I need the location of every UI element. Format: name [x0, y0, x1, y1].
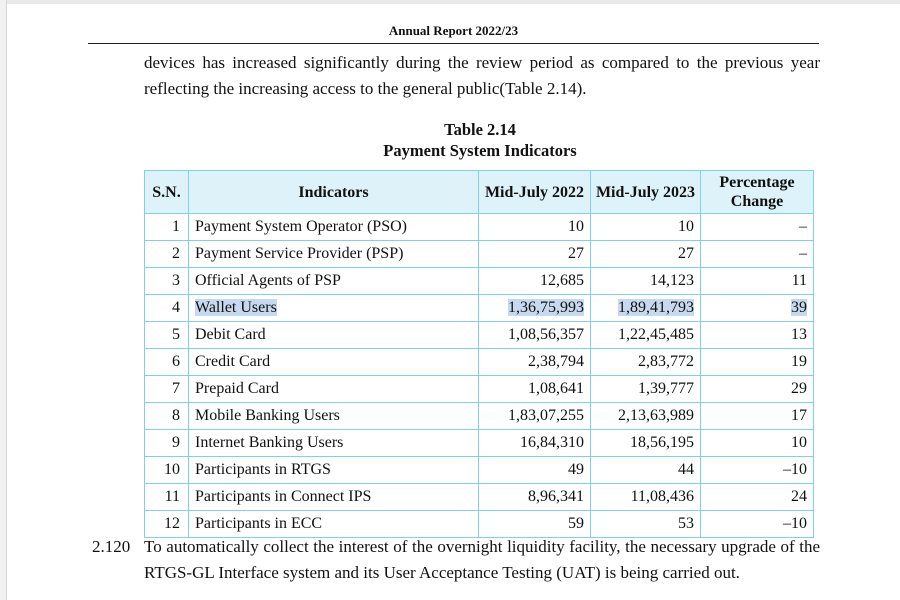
cell-percentage-change: 17 [701, 403, 814, 430]
cell-indicator: Internet Banking Users [189, 430, 479, 457]
table-header-row [145, 171, 814, 214]
col-header-percentage-change: Percentage Change [701, 171, 814, 214]
cell-indicator: Mobile Banking Users [189, 403, 479, 430]
cell-percentage-change: 19 [701, 349, 814, 376]
cell-indicator: Payment System Operator (PSO) [189, 214, 479, 241]
section-paragraph: To automatically collect the interest of the overnight liquidity facility, the necessary upgrade of the RTGS-GL Interface system and its User Acceptance Testing (UAT) is being carried out. [144, 537, 820, 582]
cell-sn: 8 [145, 403, 189, 430]
cell-mid-july-2023: 1,22,45,485 [591, 322, 701, 349]
cell-mid-july-2023: 2,13,63,989 [591, 403, 701, 430]
intro-paragraph: devices has increased significantly during the review period as compared to the previous year reflecting the increasing access to the general public(Table 2.14). [144, 53, 820, 98]
cell-indicator: Official Agents of PSP [189, 268, 479, 295]
cell-indicator: Prepaid Card [189, 376, 479, 403]
cell-percentage-change: 29 [701, 376, 814, 403]
viewer-top-strip [0, 0, 900, 4]
cell-sn: 9 [145, 430, 189, 457]
table-row [145, 376, 814, 403]
cell-mid-july-2023: 11,08,436 [591, 484, 701, 511]
cell-mid-july-2022: 12,685 [479, 268, 591, 295]
cell-mid-july-2022: 27 [479, 241, 591, 268]
payment-system-indicators-table [144, 170, 814, 538]
table-row-highlighted [145, 295, 814, 322]
cell-percentage-change: – [701, 214, 814, 241]
report-header: Annual Report 2022/23 [88, 21, 819, 44]
cell-mid-july-2022 [479, 295, 591, 322]
cell-indicator [189, 295, 479, 322]
table-row [145, 214, 814, 241]
table-row [145, 430, 814, 457]
cell-mid-july-2023: 53 [591, 511, 701, 538]
cell-mid-july-2022: 1,08,641 [479, 376, 591, 403]
table-row [145, 403, 814, 430]
cell-mid-july-2023: 1,39,777 [591, 376, 701, 403]
table-row [145, 322, 814, 349]
cell-indicator: Payment Service Provider (PSP) [189, 241, 479, 268]
cell-sn: 1 [145, 214, 189, 241]
cell-sn: 11 [145, 484, 189, 511]
cell-percentage-change: 13 [701, 322, 814, 349]
cell-sn: 4 [145, 295, 189, 322]
table-title: Payment System Indicators [383, 141, 577, 160]
cell-indicator: Participants in RTGS [189, 457, 479, 484]
table-row [145, 349, 814, 376]
cell-mid-july-2023: 10 [591, 214, 701, 241]
section-number: 2.120 [92, 537, 131, 556]
col-header-sn: S.N. [145, 171, 189, 214]
cell-sn: 2 [145, 241, 189, 268]
cell-mid-july-2023: 2,83,772 [591, 349, 701, 376]
cell-mid-july-2022: 8,96,341 [479, 484, 591, 511]
cell-mid-july-2023: 14,123 [591, 268, 701, 295]
table-row [145, 268, 814, 295]
table-number: Table 2.14 [444, 120, 516, 139]
cell-mid-july-2023: 27 [591, 241, 701, 268]
cell-percentage-change: – [701, 241, 814, 268]
cell-sn: 6 [145, 349, 189, 376]
cell-mid-july-2022: 1,83,07,255 [479, 403, 591, 430]
cell-percentage-change: –10 [701, 457, 814, 484]
cell-mid-july-2023 [591, 295, 701, 322]
col-header-mid-july-2022: Mid-July 2022 [479, 171, 591, 214]
cell-mid-july-2022: 2,38,794 [479, 349, 591, 376]
cell-mid-july-2022: 10 [479, 214, 591, 241]
table-row [145, 484, 814, 511]
cell-indicator: Debit Card [189, 322, 479, 349]
cell-mid-july-2023: 44 [591, 457, 701, 484]
table-row [145, 241, 814, 268]
col-header-indicators: Indicators [189, 171, 479, 214]
cell-sn: 10 [145, 457, 189, 484]
selected-text[interactable]: 1,89,41,793 [618, 299, 694, 316]
cell-indicator: Credit Card [189, 349, 479, 376]
col-header-mid-july-2023: Mid-July 2023 [591, 171, 701, 214]
table-row [145, 457, 814, 484]
cell-percentage-change: 11 [701, 268, 814, 295]
cell-sn: 3 [145, 268, 189, 295]
cell-indicator: Participants in ECC [189, 511, 479, 538]
cell-percentage-change: 24 [701, 484, 814, 511]
cell-mid-july-2022: 1,08,56,357 [479, 322, 591, 349]
cell-sn: 7 [145, 376, 189, 403]
cell-indicator: Participants in Connect IPS [189, 484, 479, 511]
selected-text[interactable]: 1,36,75,993 [508, 299, 584, 316]
cell-mid-july-2022: 49 [479, 457, 591, 484]
cell-percentage-change [701, 295, 814, 322]
cell-mid-july-2023: 18,56,195 [591, 430, 701, 457]
cell-percentage-change: 10 [701, 430, 814, 457]
viewer-left-edge [0, 0, 7, 600]
selected-text[interactable]: 39 [791, 299, 807, 316]
selected-text[interactable]: Wallet Users [195, 299, 277, 316]
cell-percentage-change: –10 [701, 511, 814, 538]
cell-sn: 5 [145, 322, 189, 349]
cell-sn: 12 [145, 511, 189, 538]
cell-mid-july-2022: 59 [479, 511, 591, 538]
table-caption [140, 119, 820, 161]
cell-mid-july-2022: 16,84,310 [479, 430, 591, 457]
